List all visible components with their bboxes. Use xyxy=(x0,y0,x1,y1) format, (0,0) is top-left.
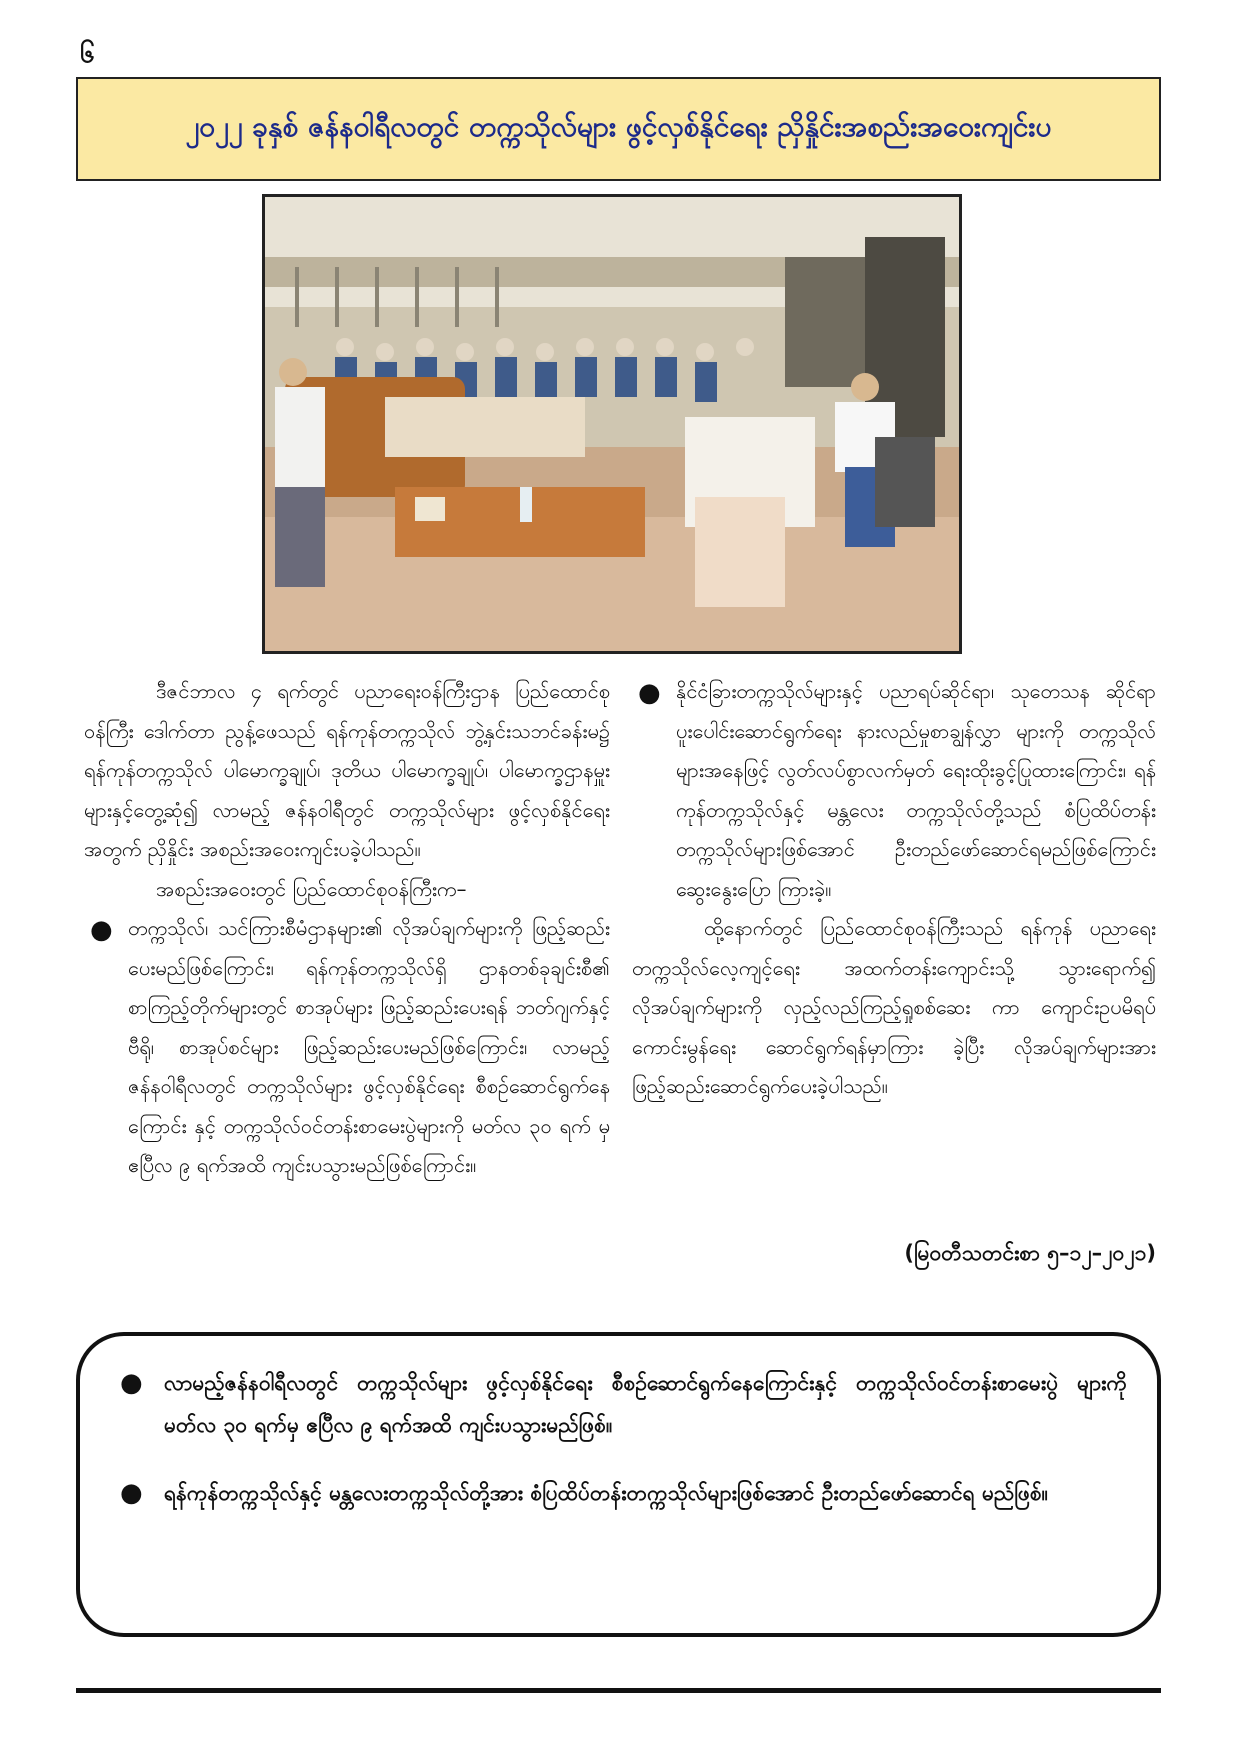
bottom-divider xyxy=(76,1688,1161,1693)
headline-title: ၂၀၂၂ ခုနှစ် ဇန်နဝါရီလတွင် တက္ကသိုလ်များ ဖွင့်လှစ်နိုင်ရေး ညှိနှိုင်းအစည်းအဝေးကျင်းပ xyxy=(185,110,1052,143)
summary-box xyxy=(76,1332,1161,1637)
summary-text: ရန်ကုန်တက္ကသိုလ်နှင့် မန္တလေးတက္ကသိုလ်တို့အား စံပြထိပ်တန်းတက္ကသိုလ်များဖြစ်အောင် ဦးတည်ဖော်ဆောင်ရ မည်ဖြစ်။ xyxy=(164,1481,1048,1505)
closing-paragraph: ထို့နောက်တွင် ပြည်ထောင်စုဝန်ကြီးသည် ရန်ကုန် ပညာရေးတက္ကသိုလ်လေ့ကျင့်ရေး အထက်တန်းကျောင်းသို့ သွားရောက်၍ လိုအပ်ချက်များကို လှည့်လည်ကြည့်ရှုစစ်ဆေး ကာ ကျောင်းဥပမိရပ်ကောင်းမွန်ရေး ဆောင်ရွက်ရန်မှာကြား ခဲ့ပြီး လိုအပ်ချက်များအား ဖြည့်ဆည်းဆောင်ရွက်ပေးခဲ့ပါသည်။ xyxy=(632,916,1156,1098)
headline-banner xyxy=(76,77,1161,181)
meeting-photo xyxy=(262,194,962,654)
bullet-dot-icon: ● xyxy=(120,1368,143,1398)
summary-item xyxy=(110,1362,1127,1446)
intro-paragraph: ဒီဇင်ဘာလ ၄ ရက်တွင် ပညာရေးဝန်ကြီးဌာန ပြည်ထောင်စုဝန်ကြီး ဒေါက်တာ ညွန့်ဖေသည် ရန်ကုန်တက္ကသိုလ် ဘွဲ့နှင်းသဘင်ခန်းမ၌ ရန်ကုန်တက္ကသိုလ် ပါမောက္ခချုပ်၊ ဒုတိယ ပါမောက္ခချုပ်၊ ပါမောက္ခဌာနမှူးများနှင့်တွေ့ဆုံ၍ လာမည့် ဇန်နဝါရီတွင် တက္ကသိုလ်များ ဖွင့်လှစ်နိုင်ရေးအတွက် ညှိနှိုင်း အစည်းအဝေးကျင်းပခဲ့ပါသည်။ xyxy=(84,679,610,861)
summary-text: လာမည့်ဇန်နဝါရီလတွင် တက္ကသိုလ်များ ဖွင့်လှစ်နိုင်ရေး စီစဉ်ဆောင်ရွက်နေကြောင်းနှင့် တက္ကသိုလ်ဝင်တန်းစာမေးပွဲ များကို မတ်လ ၃၀ ရက်မှ ဧပြီလ ၉ ရက်အထိ ကျင်းပသွားမည်ဖြစ်။ xyxy=(164,1371,1127,1437)
source-citation: (မြဝတီသတင်းစာ ၅–၁၂–၂၀၂၁) xyxy=(904,1241,1156,1265)
bullet-item xyxy=(84,909,610,1186)
bullet-text: တက္ကသိုလ်၊ သင်ကြားစီမံဌာနများ၏ လိုအပ်ချက်များကို ဖြည့်ဆည်းပေးမည်ဖြစ်ကြောင်း၊ ရန်ကုန်တက္ကသိုလ်ရှိ ဌာနတစ်ခုချင်းစီ၏ စာကြည့်တိုက်များတွင် စာအုပ်များ ဖြည့်ဆည်းပေးရန် ဘတ်ဂျက်နှင့် ဗီရို၊ စာအုပ်စင်များ ဖြည့်ဆည်းပေးမည်ဖြစ်ကြောင်း၊ လာမည့်ဇန်နဝါရီလတွင် တက္ကသိုလ်များ ဖွင့်လှစ်နိုင်ရေး စီစဉ်ဆောင်ရွက်နေကြောင်း နှင့် တက္ကသိုလ်ဝင်တန်းစာမေးပွဲများကို မတ်လ ၃၀ ရက် မှ ဧပြီလ ၉ ရက်အထိ ကျင်းပသွားမည်ဖြစ်ကြောင်း။ xyxy=(128,916,610,1177)
left-column xyxy=(84,672,610,1186)
lead-in-paragraph: အစည်းအဝေးတွင် ပြည်ထောင်စုဝန်ကြီးက– xyxy=(156,876,467,901)
bullet-dot-icon: ● xyxy=(90,915,113,945)
bullet-dot-icon: ● xyxy=(120,1478,143,1508)
page-number: ၆ xyxy=(80,39,95,69)
bullet-item xyxy=(632,672,1156,909)
bullet-dot-icon: ● xyxy=(638,678,661,708)
summary-item xyxy=(110,1472,1127,1514)
meeting-photo-illustration xyxy=(265,197,959,651)
right-column xyxy=(632,672,1156,1107)
bullet-text: နိုင်ငံခြားတက္ကသိုလ်များနှင့် ပညာရပ်ဆိုင်ရာ၊ သုတေသန ဆိုင်ရာ ပူးပေါင်းဆောင်ရွက်ရေး နားလည်မှုစာချွန်လွှာ များကို တက္ကသိုလ်များအနေဖြင့် လွတ်လပ်စွာလက်မှတ် ရေးထိုးခွင့်ပြုထားကြောင်း၊ ရန်ကုန်တက္ကသိုလ်နှင့် မန္တလေး တက္ကသိုလ်တို့သည် စံပြထိပ်တန်းတက္ကသိုလ်များဖြစ်အောင် ဦးတည်ဖော်ဆောင်ရမည်ဖြစ်ကြောင်း ဆွေးနွေးပြော ကြားခဲ့။ xyxy=(676,679,1156,901)
